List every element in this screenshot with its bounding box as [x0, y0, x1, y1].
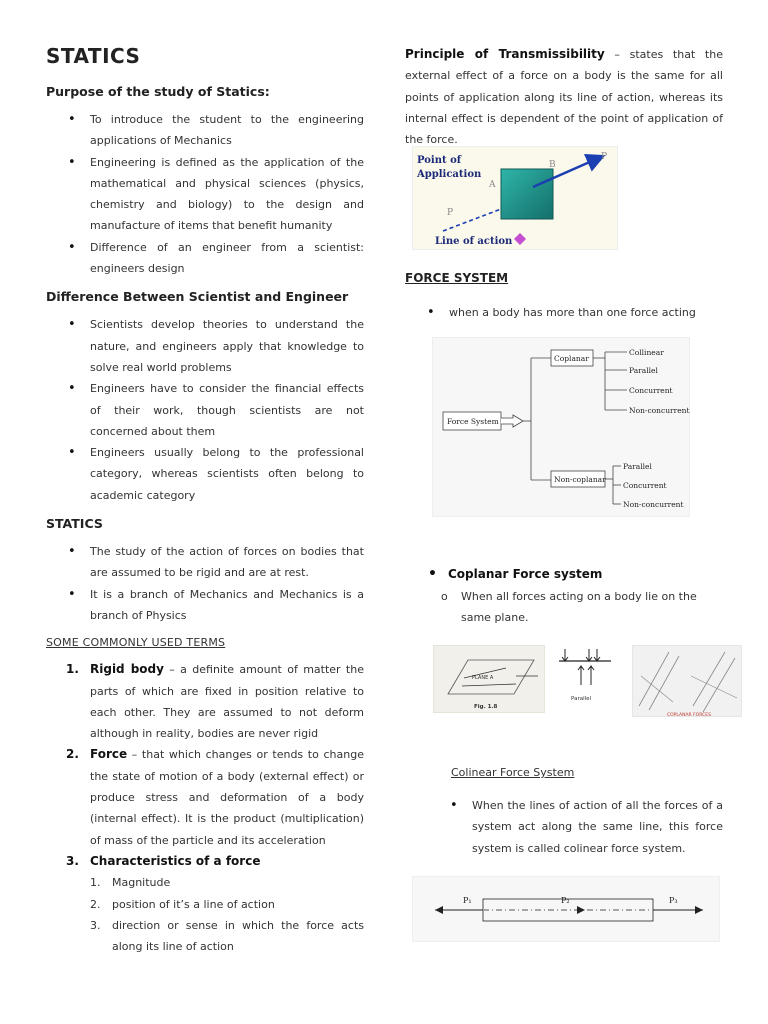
term-name: Characteristics of a force	[90, 853, 261, 868]
coplanar-subitem	[405, 586, 723, 629]
transmissibility-text: – states that the external effect of a force on a body is the same for all points of application along its line of action, whereas its internal effect is dependent of the point of application of the force.	[405, 48, 723, 147]
tree-leaf: Parallel	[629, 366, 658, 375]
force-system-tree	[433, 338, 691, 518]
force-system-tree-figure	[432, 337, 690, 517]
fig-label: Fig. 1.8	[474, 704, 498, 710]
term-number: 1.	[66, 662, 79, 677]
term-item	[46, 744, 364, 850]
term-name: Force	[90, 747, 128, 762]
p3-label: P₃	[669, 896, 678, 905]
list-item	[90, 894, 364, 915]
coplanar-sub-text: When all forces acting on a body lie on the same plane.	[461, 590, 697, 625]
point-of-application-label: Point of	[417, 155, 462, 166]
colinear-heading: Colinear Force System	[451, 766, 575, 779]
circle-bullet-icon: o	[441, 590, 448, 603]
colinear-diagram	[413, 877, 721, 943]
list-item	[90, 915, 364, 958]
p1-label: P₁	[463, 896, 472, 905]
coplanar-forces-figure	[632, 645, 742, 717]
plane-diagram	[434, 646, 546, 714]
list-item: • To introduce the student to the engineering applications of Mechanics	[46, 109, 364, 152]
point-a-label: A	[489, 180, 496, 190]
left-column	[46, 44, 364, 957]
tree-leaf: Concurrent	[629, 386, 673, 395]
parallel-diagram	[551, 645, 619, 705]
coplanar-label: Coplanar	[554, 354, 589, 363]
line-of-action-label: Line of action	[435, 236, 513, 247]
force-system-heading: FORCE SYSTEM	[405, 271, 509, 285]
parallel-figure	[551, 645, 619, 705]
terms-title: SOME COMMONLY USED TERMS	[46, 636, 226, 650]
p2-label: P₂	[561, 896, 570, 905]
list-item: • It is a branch of Mechanics and Mechanics is a branch of Physics	[46, 584, 364, 627]
transmissibility-diagram	[413, 147, 619, 251]
tree-root-label: Force System	[447, 417, 499, 426]
page-title: STATICS	[46, 44, 141, 68]
list-item: • Difference of an engineer from a scientist: engineers design	[46, 237, 364, 280]
item-text: position of it’s a line of action	[112, 897, 275, 911]
point-b-label: B	[549, 160, 556, 170]
colinear-list	[428, 795, 723, 859]
point-of-application-label-2: Application	[417, 169, 482, 180]
force-p-label: P	[601, 152, 608, 162]
term-item	[46, 851, 364, 957]
terms-list	[46, 659, 364, 957]
term-item	[46, 659, 364, 744]
term-number: 2.	[66, 747, 79, 762]
tree-leaf: Collinear	[629, 348, 664, 357]
statics-list	[46, 541, 364, 626]
force-p-label-2: P	[447, 208, 454, 218]
list-item: • When the lines of action of all the forces of a system act along the same line, this force system is called colinear force system.	[428, 795, 723, 859]
difference-list	[46, 314, 364, 506]
transmissibility-paragraph	[405, 44, 723, 150]
arrow-left-icon	[435, 906, 443, 914]
transmissibility-figure	[412, 146, 618, 250]
tree-leaf: Parallel	[623, 462, 652, 471]
tree-arrow	[501, 415, 523, 427]
term-definition: – that which changes or tends to change the state of motion of a body (external effect) or produce stress and deformation of a body (internal effect). It is the product (multiplication) of mass of the particle and its acceleration	[90, 748, 364, 847]
list-item: • when a body has more than one force acting	[405, 302, 723, 323]
term-number: 3.	[66, 853, 79, 868]
characteristics-list	[90, 872, 364, 957]
coplanar-forces-diagram	[633, 646, 743, 718]
colinear-figure	[412, 876, 720, 942]
list-item: • The study of the action of forces on bodies that are assumed to be rigid and are at rest.	[46, 541, 364, 584]
noncoplanar-label: Non-coplanar	[554, 475, 606, 484]
coplanar-heading: • Coplanar Force system	[424, 567, 602, 581]
list-item: • Scientists develop theories to understand the nature, and engineers apply that knowledge to solve real world problems	[46, 314, 364, 378]
item-number: 3.	[90, 918, 101, 932]
item-number: 1.	[90, 876, 101, 890]
item-text: Magnitude	[112, 876, 171, 890]
transmissibility-heading: Principle of Transmissibility	[405, 47, 605, 61]
term-name: Rigid body	[90, 662, 164, 677]
rigid-body-shape	[501, 169, 553, 219]
diamond-icon	[514, 233, 526, 245]
force-system-list	[405, 302, 723, 323]
coplanar-forces-label: COPLANAR FORCES	[667, 713, 711, 718]
purpose-list	[46, 109, 364, 279]
term-definition: – a definite amount of matter the parts of which are fixed in position relative to each other. They are assumed to not deform although in reality, bodies are never rigid	[90, 663, 364, 741]
purpose-heading: Purpose of the study of Statics:	[46, 84, 270, 99]
tree-leaf: Non-concurrent	[623, 500, 684, 509]
item-text: direction or sense in which the force acts along its line of action	[112, 918, 364, 954]
plane-label: PLANE A	[472, 675, 494, 681]
tree-leaf: Concurrent	[623, 481, 667, 490]
right-column	[405, 44, 723, 150]
list-item: • Engineers have to consider the financial effects of their work, though scientists are not concerned about them	[46, 378, 364, 442]
parallel-label: Parallel	[571, 696, 592, 702]
difference-heading: Difference Between Scientist and Engineer	[46, 289, 349, 305]
list-item: • Engineers usually belong to the professional category, whereas scientists often belong to academic category	[46, 442, 364, 506]
item-number: 2.	[90, 897, 101, 911]
arrow-right-icon	[695, 906, 703, 914]
list-item: • Engineering is defined as the application of the mathematical and physical sciences (physics, chemistry and biology) to the design and manufacture of items that benefit humanity	[46, 152, 364, 237]
tree-leaf: Non-concurrent	[629, 406, 690, 415]
list-item	[90, 872, 364, 893]
statics-heading: STATICS	[46, 516, 103, 532]
arrow-mid-icon	[577, 906, 585, 914]
plane-figure	[433, 645, 545, 713]
